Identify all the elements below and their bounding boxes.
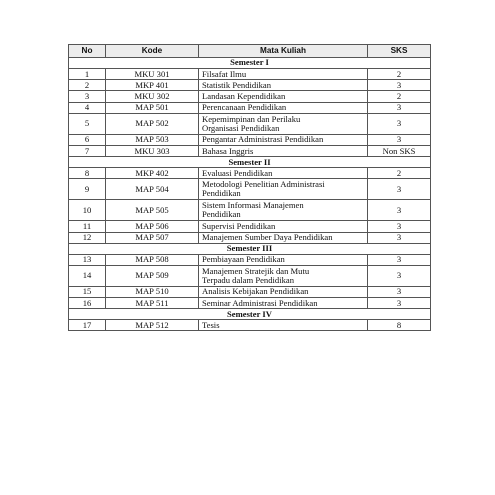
cell-kode: MAP 504 [106,179,199,200]
table-row [69,134,431,145]
table-row [69,113,431,134]
cell-no: 13 [69,254,106,265]
table-row [69,221,431,232]
cell-kode: MAP 507 [106,232,199,243]
cell-sks: 3 [368,286,431,297]
table-row [69,102,431,113]
cell-sks: 3 [368,232,431,243]
semester-label: Semester II [69,157,431,168]
table-row [69,200,431,221]
course-name-line: Metodologi Penelitian Administrasi [202,179,325,190]
cell-kode: MAP 512 [106,320,199,331]
course-name-line: Perencanaan Pendidikan [202,102,287,113]
table-row [69,145,431,156]
cell-sks: Non SKS [368,145,431,156]
table-row [69,265,431,286]
cell-no: 3 [69,91,106,102]
course-name-line: Kepemimpinan dan Perilaku [202,113,301,124]
cell-no: 15 [69,286,106,297]
cell-no: 9 [69,179,106,200]
cell-kode: MAP 510 [106,286,199,297]
course-name-line: Terpadu dalam Pendidikan [202,274,294,285]
cell-sks: 3 [368,254,431,265]
course-name-line: Manajemen Sumber Daya Pendidikan [202,232,333,243]
header-kode: Kode [106,45,199,58]
cell-mata-kuliah [199,232,368,243]
cell-kode: MAP 501 [106,102,199,113]
cell-sks: 3 [368,102,431,113]
table-row [69,254,431,265]
cell-mata-kuliah [199,80,368,91]
semester-header-row [69,157,431,168]
cell-sks: 3 [368,179,431,200]
course-name-line: Pendidikan [202,188,241,199]
course-table [68,44,431,331]
cell-kode: MKU 302 [106,91,199,102]
semester-label: Semester I [69,58,431,69]
cell-mata-kuliah [199,298,368,309]
cell-mata-kuliah [199,254,368,265]
cell-kode: MKU 301 [106,69,199,80]
table-row [69,286,431,297]
cell-mata-kuliah [199,265,368,286]
cell-mata-kuliah [199,200,368,221]
cell-kode: MKU 303 [106,145,199,156]
cell-kode: MAP 509 [106,265,199,286]
cell-sks: 8 [368,320,431,331]
cell-kode: MAP 505 [106,200,199,221]
cell-mata-kuliah [199,69,368,80]
cell-mata-kuliah [199,145,368,156]
course-name-line: Sistem Informasi Manajemen [202,200,304,211]
cell-mata-kuliah [199,134,368,145]
course-name-line: Manajemen Stratejik dan Mutu [202,265,310,276]
cell-no: 6 [69,134,106,145]
cell-sks: 3 [368,113,431,134]
cell-no: 17 [69,320,106,331]
table-row [69,232,431,243]
course-name-line: Tesis [202,319,220,330]
course-name-line: Filsafat Ilmu [202,68,247,79]
cell-sks: 3 [368,134,431,145]
cell-no: 12 [69,232,106,243]
cell-no: 11 [69,221,106,232]
table-row [69,168,431,179]
semester-header-row [69,243,431,254]
header-no: No [69,45,106,58]
cell-mata-kuliah [199,179,368,200]
course-name-line: Landasan Kependidikan [202,90,286,101]
semester-header-row [69,309,431,320]
course-name-line: Pendidikan [202,209,241,220]
table-row [69,179,431,200]
course-name-line: Evaluasi Pendidikan [202,167,273,178]
cell-kode: MAP 502 [106,113,199,134]
cell-sks: 2 [368,91,431,102]
course-name-line: Bahasa Inggris [202,145,254,156]
cell-no: 7 [69,145,106,156]
cell-no: 4 [69,102,106,113]
course-name-line: Supervisi Pendidikan [202,220,276,231]
header-sks: SKS [368,45,431,58]
cell-mata-kuliah [199,168,368,179]
cell-no: 10 [69,200,106,221]
cell-sks: 3 [368,298,431,309]
semester-label: Semester IV [69,309,431,320]
table-row [69,320,431,331]
cell-sks: 2 [368,168,431,179]
cell-mata-kuliah [199,113,368,134]
table-row [69,69,431,80]
cell-mata-kuliah [199,320,368,331]
table-row [69,91,431,102]
cell-kode: MAP 506 [106,221,199,232]
table-row [69,80,431,91]
cell-no: 16 [69,298,106,309]
cell-sks: 3 [368,265,431,286]
cell-kode: MKP 402 [106,168,199,179]
cell-no: 2 [69,80,106,91]
cell-sks: 2 [368,69,431,80]
course-name-line: Organisasi Pendidikan [202,122,280,133]
cell-no: 8 [69,168,106,179]
cell-mata-kuliah [199,91,368,102]
cell-no: 1 [69,69,106,80]
cell-kode: MAP 511 [106,298,199,309]
course-name-line: Pengantar Administrasi Pendidikan [202,134,324,145]
course-name-line: Pembiayaan Pendidikan [202,254,285,265]
cell-sks: 3 [368,80,431,91]
cell-mata-kuliah [199,221,368,232]
cell-sks: 3 [368,221,431,232]
header-mata-kuliah: Mata Kuliah [199,45,368,58]
semester-header-row [69,58,431,69]
course-name-line: Analisis Kebijakan Pendidikan [202,286,309,297]
cell-no: 14 [69,265,106,286]
cell-kode: MAP 503 [106,134,199,145]
course-name-line: Seminar Administrasi Pendidikan [202,297,318,308]
cell-kode: MKP 401 [106,80,199,91]
cell-mata-kuliah [199,102,368,113]
cell-no: 5 [69,113,106,134]
semester-label: Semester III [69,243,431,254]
header-row [69,45,431,58]
cell-kode: MAP 508 [106,254,199,265]
course-name-line: Statistik Pendidikan [202,79,271,90]
cell-mata-kuliah [199,286,368,297]
table-row [69,298,431,309]
cell-sks: 3 [368,200,431,221]
